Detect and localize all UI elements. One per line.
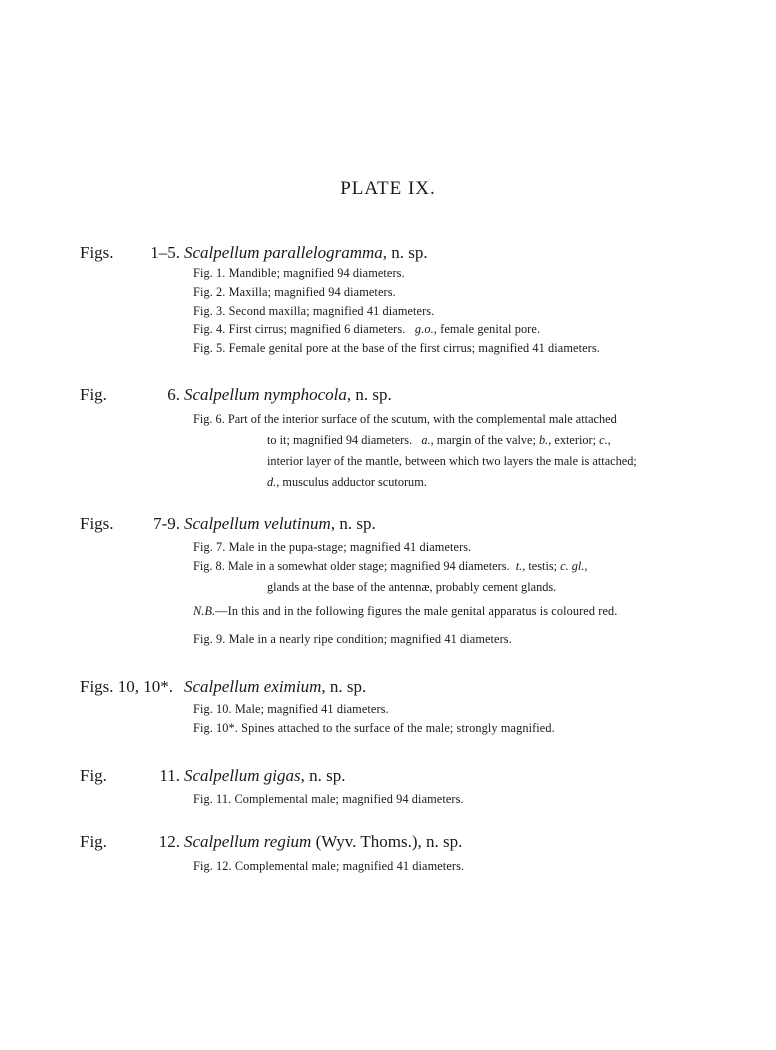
plate-title: PLATE IX. (340, 178, 436, 199)
fig-range: 11. (159, 766, 180, 785)
nota-bene: N.B.—In this and in the following figures the male genital apparatus is coloured red. (193, 604, 618, 618)
genus: Scalpellum (184, 677, 260, 696)
species-name-3 (184, 514, 376, 534)
species: parallelogramma (263, 243, 383, 262)
abbr: N.B. (193, 604, 216, 618)
species-suffix: , n. sp. (382, 243, 428, 262)
fig-caption: Fig. 4. First cirrus; magnified 6 diameters. g.o., female genital pore. (193, 322, 541, 336)
genus: Scalpellum (184, 832, 260, 851)
fig-6-paragraph: Fig. 6. Part of the interior surface of the scutum, with the complemental male attached to it; magnified 94 diameters. a., margin of the valve; b., exterior; c., interior layer of the mantle, between which two layers the male is attached; d., musculus adductor scutorum. (193, 412, 637, 489)
genus: Scalpellum (184, 385, 260, 404)
fig-caption: Fig. 9. Male in a nearly ripe condition; magnified 41 diameters. (193, 632, 512, 646)
fig-label: Figs. (80, 514, 114, 533)
fig-caption: Fig. 3. Second maxilla; magnified 41 diameters. (193, 304, 435, 318)
fig-label: Fig. (80, 766, 107, 785)
fig-label: Fig. (80, 832, 107, 851)
section-heading-4 (80, 677, 173, 697)
species-name-6 (184, 832, 462, 852)
genus: Scalpellum (184, 243, 260, 262)
genus: Scalpellum (184, 514, 260, 533)
fig-caption: Fig. 7. Male in the pupa-stage; magnified 41 diameters. (193, 540, 472, 554)
species: gigas (263, 766, 301, 785)
fig-caption: Fig. 10. Male; magnified 41 diameters. (193, 702, 389, 716)
species-name-1 (184, 243, 428, 263)
species-name-2 (184, 385, 392, 405)
species-suffix: , n. sp. (300, 766, 346, 785)
species-suffix: , n. sp. (330, 514, 376, 533)
species: velutinum (263, 514, 331, 533)
species: regium (263, 832, 312, 851)
species-suffix: (Wyv. Thoms.), n. sp. (311, 832, 463, 851)
fig-caption: Fig. 11. Complemental male; magnified 94 diameters. (193, 792, 464, 806)
species-suffix: , n. sp. (321, 677, 367, 696)
fig-caption: Fig. 12. Complemental male; magnified 41 diameters. (193, 859, 465, 873)
species-name-4 (184, 677, 366, 697)
fig-caption: Fig. 5. Female genital pore at the base of the first cirrus; magnified 41 diameters. (193, 341, 600, 355)
species: eximium (263, 677, 322, 696)
fig-label: Fig. (80, 385, 107, 404)
fig-caption: Fig. 1. Mandible; magnified 94 diameters. (193, 266, 405, 280)
species-name-5 (184, 766, 346, 786)
fig-label: Figs. 10, 10*. (80, 677, 174, 696)
abbr: g.o. (414, 322, 434, 336)
genus: Scalpellum (184, 766, 260, 785)
fig-range: 7-9. (153, 514, 180, 533)
fig-range: 12. (158, 832, 180, 851)
fig-caption: Fig. 10*. Spines attached to the surface of the male; strongly magnified. (193, 721, 555, 735)
fig-caption: Fig. 2. Maxilla; magnified 94 diameters. (193, 285, 396, 299)
fig-label: Figs. (80, 243, 114, 262)
species: nymphocola (263, 385, 347, 404)
fig-range: 1–5. (150, 243, 180, 262)
fig-range: 6. (167, 385, 180, 404)
fig-8-paragraph: Fig. 8. Male in a somewhat older stage; magnified 94 diameters. t., testis; c. gl., glands at the base of the antennæ, probably cement glands. (193, 559, 588, 594)
species-suffix: , n. sp. (346, 385, 392, 404)
